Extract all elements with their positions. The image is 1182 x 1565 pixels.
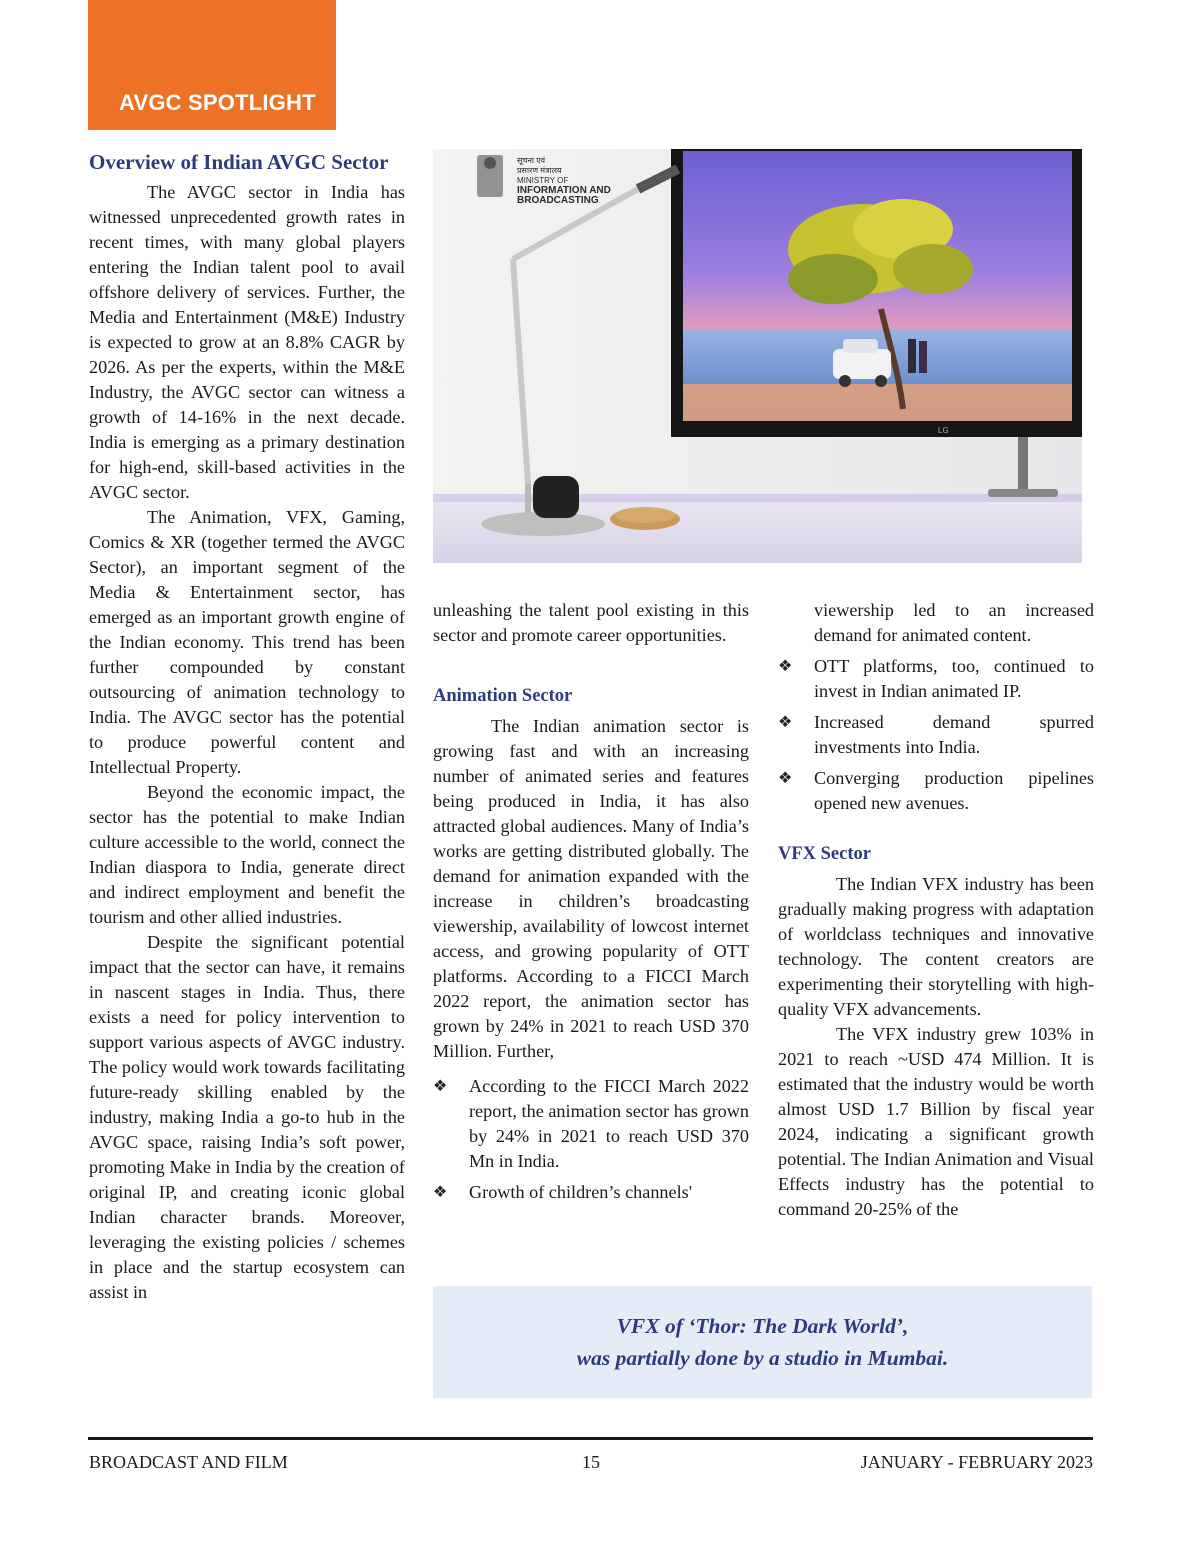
svg-text:प्रसारण मंत्रालय: प्रसारण मंत्रालय [517,166,562,175]
footer-publication: BROADCAST AND FILM [89,1452,288,1472]
bullet-icon: ❖ [778,770,793,787]
svg-text:INFORMATION AND: INFORMATION AND [517,185,611,196]
vfx-heading: VFX Sector [778,844,871,864]
column-2 [433,598,749,1211]
animation-bullets [433,1074,749,1205]
list-item: ❖ Increased demand spurred investments into India. [778,712,1094,757]
pull-quote [433,1286,1092,1398]
svg-text:MINISTRY OF: MINISTRY OF [517,176,569,185]
bullet-icon: ❖ [433,1078,448,1095]
pull-quote-line-2: was partially done by a studio in Mumbai. [576,1346,949,1370]
list-item: ❖ According to the FICCI March 2022 report, the animation sector has grown by 24% in 2021 to reach USD 370 Mn in India. [433,1076,749,1171]
column-1 [89,148,405,1305]
monitor-brand: LG [938,426,949,435]
footer-issue-date: JANUARY - FEBRUARY 2023 [860,1452,1093,1472]
column-3 [778,598,1094,1222]
paragraph: The Animation, VFX, Gaming, Comics & XR (together termed the AVGC Sector), an important segment of the Media & Entertainment sector, has emerged as an important growth engine of the Indian economy. This trend has been further compounded by constant outsourcing of animation technology to India. The AVGC sector has the potential to produce powerful content and Intellectual Property. [89,507,405,777]
list-item: viewership led to an increased demand for animated content. [814,600,1094,645]
bullet-icon: ❖ [778,714,793,731]
svg-text:सूचना एवं: सूचना एवं [517,156,546,165]
list-item: ❖ Converging production pipelines opened new avenues. [778,768,1094,813]
animation-bullets-cont [778,598,1094,816]
section-tab-label: AVGC SPOTLIGHT [119,90,316,115]
list-item: ❖ OTT platforms, too, continued to invest in Indian animated IP. [778,656,1094,701]
bullet-icon: ❖ [778,658,793,675]
pull-quote-line-1: VFX of ‘Thor: The Dark World’, [616,1314,909,1338]
paragraph: unleashing the talent pool existing in this sector and promote career opportunities. [433,600,749,645]
article-photo [433,149,1082,563]
paragraph: The Indian VFX industry has been gradually making progress with adaptation of worldclass techniques and innovative technology. The content creators are experimenting their storytelling with high-quality VFX advancements. [778,874,1094,1019]
paragraph: The VFX industry grew 103% in 2021 to reach ~USD 474 Million. It is estimated that the industry would be worth almost USD 1.7 Billion by fiscal year 2024, indicating a significant growth potential. The Indian Animation and Visual Effects industry has the potential to command 20-25% of the [778,1024,1094,1219]
footer-rule [88,1437,1093,1440]
section-tab [88,0,336,130]
paragraph: The Indian animation sector is growing fast and with an increasing number of animated series and features being produced in India, it has also attracted global audiences. Many of India’s works are getting distributed globally. The demand for animation expanded with the increase in children’s broadcasting viewership, availability of lowcost internet access, and growing popularity of OTT platforms. According to a FICCI March 2022 report, the animation sector has grown by 24% in 2021 to reach USD 370 Million. Further, [433,716,749,1061]
paragraph: Beyond the economic impact, the sector has the potential to make Indian culture accessible to the world, connect the Indian diaspora to India, generate direct and indirect employment and benefit the tourism and other allied industries. [89,782,405,927]
ministry-emblem-icon [477,155,503,197]
bullet-icon: ❖ [433,1184,448,1201]
svg-text:BROADCASTING: BROADCASTING [517,195,599,206]
paragraph: Despite the significant potential impact that the sector can have, it remains in nascent stages in India. Thus, there exists a need for policy intervention to support various aspects of AVGC industry. The policy would work towards facilitating future-ready skilling enabled by the industry, making India a go-to hub in the AVGC space, raising India’s soft power, promoting Make in India by the creation of original IP, and creating iconic global Indian character brands. Moreover, leveraging the existing policies / schemes in place and the startup ecosystem can assist in [89,932,405,1302]
paragraph: The AVGC sector in India has witnessed unprecedented growth rates in recent times, with many global players entering the Indian talent pool to avail offshore delivery of services. Further, the Media and Entertainment (M&E) Industry is expected to grow at an 8.8% CAGR by 2026. As per the experts, within the M&E Industry, the AVGC sector can witness a growth of 14-16% in the next decade. India is emerging as a primary destination for high-end, skill-based activities in the AVGC sector. [89,182,405,502]
list-item: ❖ Growth of children’s channels' [433,1180,749,1205]
animation-heading: Animation Sector [433,686,573,706]
footer-page-number: 15 [582,1452,600,1472]
article-title: Overview of Indian AVGC Sector [89,150,389,174]
desk-monitor-illustration [433,149,1082,563]
